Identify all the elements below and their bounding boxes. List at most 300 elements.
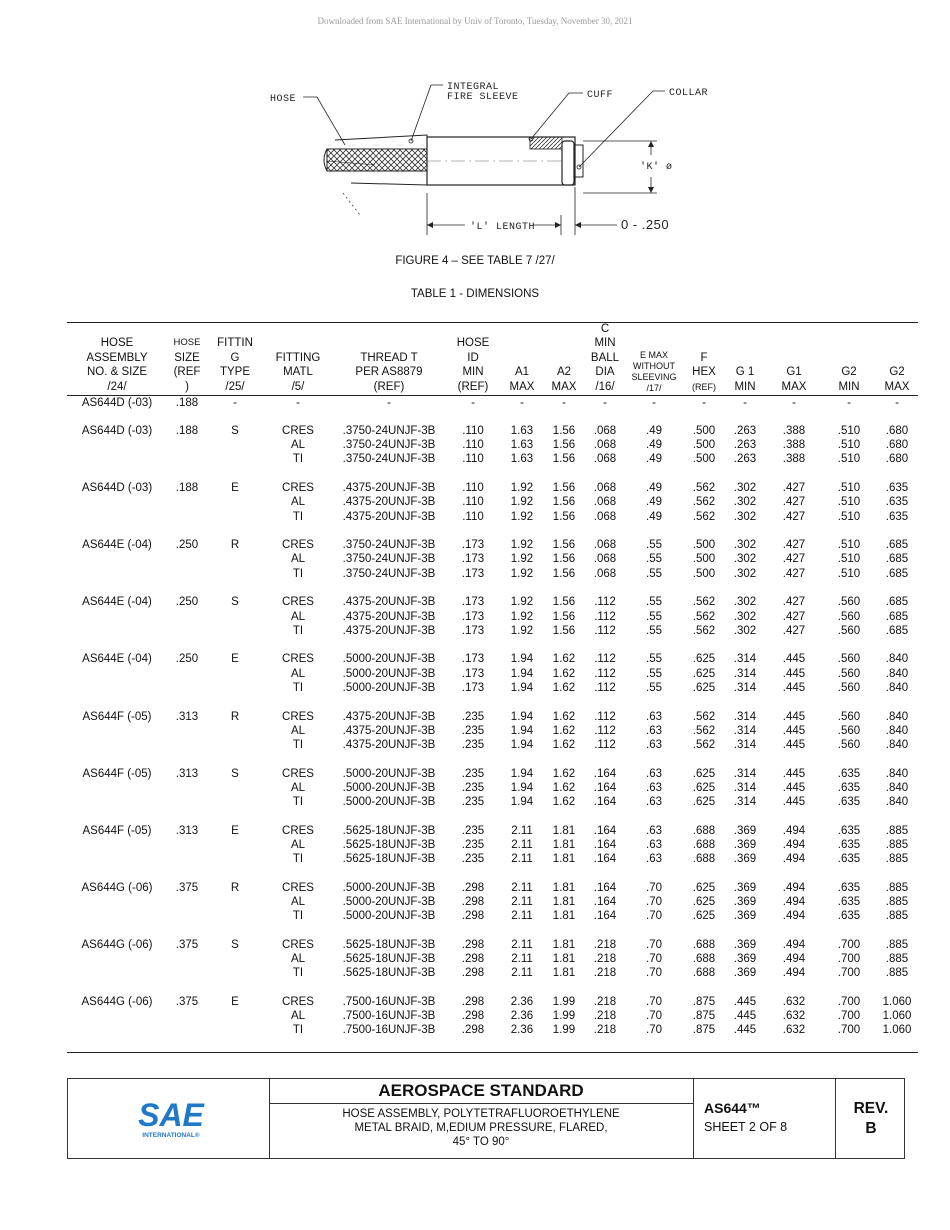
- table-cell: TI: [292, 624, 304, 637]
- table-cell: .298: [461, 1010, 485, 1023]
- table-cell: AS644E (-04): [82, 653, 152, 666]
- table-row: [0, 838, 950, 852]
- table-cell: E: [231, 824, 239, 837]
- table-cell: -: [603, 397, 607, 409]
- table-cell: 1.62: [552, 681, 576, 694]
- table-cell: .494: [782, 896, 806, 908]
- table-cell: .635: [837, 838, 861, 851]
- table-cell: .445: [733, 1010, 757, 1023]
- table-cell: .625: [692, 796, 716, 808]
- table-cell: .110: [462, 453, 484, 466]
- table-cell: .5000-20UNJF-3B: [342, 681, 436, 694]
- table-cell: .302: [733, 510, 757, 523]
- table-cell: .173: [461, 681, 485, 694]
- column-header: G1 MAX: [781, 366, 807, 393]
- table-cell: .068: [593, 453, 617, 466]
- table-cell: .49: [646, 425, 662, 437]
- table-cell: .068: [593, 567, 617, 580]
- table-cell: .188: [175, 425, 199, 437]
- table-cell: .4375-20UNJF-3B: [342, 496, 436, 509]
- table-cell: AL: [290, 439, 306, 452]
- table-cell: .188: [175, 397, 199, 409]
- table-cell: .445: [782, 681, 806, 694]
- column-header: HOSE ID MIN (REF): [456, 337, 490, 393]
- table-cell: AS644G (-06): [81, 996, 153, 1008]
- table-cell: 1.62: [552, 724, 576, 737]
- table-cell: 1.56: [552, 539, 576, 552]
- table-cell: .500: [692, 539, 716, 552]
- table-cell: .235: [461, 710, 485, 723]
- table-cell: AL: [290, 610, 306, 623]
- table-cell: CRES: [282, 482, 314, 495]
- table-cell: .427: [782, 610, 806, 623]
- table-cell: .235: [461, 796, 485, 808]
- table-cell: .5625-18UNJF-3B: [342, 967, 436, 980]
- table-cell: 1.56: [552, 610, 576, 623]
- table-cell: TI: [292, 738, 304, 751]
- table-cell: 2.11: [511, 881, 533, 894]
- table-row: [0, 567, 950, 581]
- table-cell: .55: [646, 667, 662, 680]
- table-cell: .298: [461, 896, 485, 908]
- table-cell: .562: [692, 482, 716, 495]
- table-cell: 1.63: [510, 453, 534, 466]
- table-cell: .49: [646, 482, 662, 495]
- table-cell: .510: [837, 510, 861, 523]
- table-cell: .700: [837, 1024, 861, 1037]
- table-cell: .63: [646, 710, 662, 723]
- table-cell: .63: [646, 724, 662, 737]
- table-cell: .427: [782, 496, 806, 509]
- table-cell: .70: [646, 881, 662, 894]
- figure-caption: FIGURE 4 – SEE TABLE 7 /27/: [395, 255, 555, 267]
- table-cell: .494: [782, 838, 806, 851]
- table-cell: .112: [594, 710, 616, 723]
- table-cell: .840: [885, 681, 909, 694]
- table-cell: .680: [885, 425, 909, 437]
- table-cell: S: [231, 767, 239, 780]
- standard-description: HOSE ASSEMBLY, POLYTETRAFLUOROETHYLENE METAL BRAID, M,EDIUM PRESSURE, FLARED, 45° TO 90°: [342, 1108, 620, 1148]
- table-cell: .875: [692, 1010, 716, 1023]
- table-row: [0, 938, 950, 952]
- table-cell: .164: [593, 896, 617, 908]
- table-cell: .70: [646, 910, 662, 923]
- table-cell: 1.94: [510, 738, 534, 751]
- column-header: FITTIN G TYPE /25/: [217, 337, 253, 393]
- table-cell: -: [233, 397, 237, 409]
- table-cell: .314: [733, 681, 757, 694]
- table-cell: .494: [782, 824, 806, 837]
- table-cell: .885: [885, 838, 909, 851]
- table-cell: 1.62: [552, 781, 576, 794]
- table-cell: 1.92: [510, 482, 534, 495]
- table-cell: .49: [646, 510, 662, 523]
- table-cell: .235: [461, 781, 485, 794]
- fire-sleeve-label-line1: INTEGRAL: [447, 82, 500, 93]
- svg-text:SAE: SAE: [138, 1097, 204, 1133]
- download-watermark: Downloaded from SAE International by Univ of Toronto, Tuesday, November 30, 2021: [317, 16, 633, 26]
- table-cell: .4375-20UNJF-3B: [342, 738, 436, 751]
- table-cell: .562: [692, 610, 716, 623]
- collar-shape: [562, 141, 574, 185]
- table-cell: TI: [292, 681, 304, 694]
- table-cell: .635: [837, 781, 861, 794]
- table-cell: 1.81: [552, 910, 576, 923]
- table-cell: .388: [782, 453, 806, 466]
- table-cell: .298: [461, 967, 485, 980]
- table-cell: TI: [292, 567, 304, 580]
- table-cell: 1.56: [552, 567, 576, 580]
- table-cell: CRES: [282, 710, 314, 723]
- table-row: [0, 481, 950, 495]
- table-cell: .369: [733, 824, 757, 837]
- table-cell: 1.92: [510, 624, 534, 637]
- table-cell: 2.11: [511, 953, 533, 966]
- table-cell: .70: [646, 967, 662, 980]
- table-cell: .63: [646, 824, 662, 837]
- table-cell: .635: [837, 767, 861, 780]
- table-cell: .500: [692, 453, 716, 466]
- table-cell: .700: [837, 967, 861, 980]
- table-cell: 1.81: [552, 938, 576, 951]
- table-cell: .55: [646, 553, 662, 566]
- table-cell: .625: [692, 767, 716, 780]
- table-cell: -: [296, 397, 300, 409]
- l-length-label: 'L' LENGTH: [470, 222, 536, 233]
- table-cell: .445: [782, 653, 806, 666]
- table-cell: .235: [461, 738, 485, 751]
- table-cell: .500: [692, 425, 716, 437]
- table-row: [0, 452, 950, 466]
- table-cell: CRES: [282, 881, 314, 894]
- table-cell: .388: [782, 439, 806, 452]
- table-cell: AS644F (-05): [82, 767, 152, 780]
- table-cell: .068: [593, 510, 617, 523]
- table-cell: .562: [692, 496, 716, 509]
- column-header: HOSE ASSEMBLY NO. & SIZE /24/: [86, 337, 148, 393]
- table-cell: .562: [692, 596, 716, 609]
- table-cell: .235: [461, 724, 485, 737]
- table-cell: .218: [593, 1010, 617, 1023]
- table-cell: .510: [837, 425, 861, 437]
- table-cell: 1.62: [552, 738, 576, 751]
- table-cell: .5000-20UNJF-3B: [342, 781, 436, 794]
- table-cell: CRES: [282, 767, 314, 780]
- table-row: [0, 438, 950, 452]
- table-cell: .635: [885, 510, 909, 523]
- table-cell: .700: [837, 1010, 861, 1023]
- table-cell: 2.11: [511, 910, 533, 923]
- table-cell: .369: [733, 896, 757, 908]
- table-cell: R: [230, 881, 240, 894]
- table-cell: 1.56: [552, 496, 576, 509]
- table-cell: .63: [646, 838, 662, 851]
- table-cell: 1.060: [882, 1010, 912, 1023]
- table-row: [0, 681, 950, 695]
- table-cell: .375: [175, 881, 199, 894]
- table-row: [0, 738, 950, 752]
- table-cell: .302: [733, 610, 757, 623]
- table-cell: AL: [290, 724, 306, 737]
- table-cell: .302: [733, 624, 757, 637]
- table-cell: AL: [290, 496, 306, 509]
- table-cell: CRES: [282, 653, 314, 666]
- table-cell: AS644D (-03): [81, 482, 153, 495]
- table-cell: .700: [837, 953, 861, 966]
- table-cell: 1.94: [510, 667, 534, 680]
- column-header: E MAX WITHOUT SLEEVING /17/: [631, 350, 677, 393]
- table-cell: .4375-20UNJF-3B: [342, 482, 436, 495]
- table-cell: .427: [782, 596, 806, 609]
- table-row: [0, 610, 950, 624]
- table-cell: .885: [885, 938, 909, 951]
- table-cell: .314: [733, 724, 757, 737]
- table-cell: .112: [594, 653, 616, 666]
- fire-sleeve-label-line2: FIRE SLEEVE: [447, 92, 519, 103]
- table-cell: .875: [692, 1024, 716, 1037]
- table-cell: AL: [290, 667, 306, 680]
- table-cell: 1.81: [552, 953, 576, 966]
- table-cell: .314: [733, 710, 757, 723]
- table-cell: 1.56: [552, 425, 576, 437]
- table-cell: .840: [885, 796, 909, 808]
- table-cell: 1.94: [510, 796, 534, 808]
- table-cell: -: [895, 397, 899, 409]
- table-cell: .688: [692, 953, 716, 966]
- table-cell: 2.11: [511, 853, 533, 866]
- table-cell: .188: [175, 482, 199, 495]
- table-cell: .068: [593, 539, 617, 552]
- table-cell: 1.92: [510, 539, 534, 552]
- svg-text:INTERNATIONAL®: INTERNATIONAL®: [142, 1132, 200, 1139]
- table-bottom-rule: [67, 1052, 918, 1053]
- table-cell: .112: [594, 624, 616, 637]
- table-cell: TI: [292, 853, 304, 866]
- table-cell: .369: [733, 910, 757, 923]
- table-cell: .164: [593, 796, 617, 808]
- table-row: [0, 767, 950, 781]
- table-cell: .445: [733, 1024, 757, 1037]
- table-cell: .218: [593, 996, 617, 1008]
- table-cell: AL: [290, 781, 306, 794]
- table-cell: .302: [733, 553, 757, 566]
- table-cell: .173: [461, 553, 485, 566]
- table-row: [0, 652, 950, 666]
- table-cell: .164: [593, 781, 617, 794]
- table-cell: 1.060: [882, 996, 912, 1008]
- table-cell: .218: [593, 1024, 617, 1037]
- table-cell: .298: [461, 881, 485, 894]
- table-cell: .298: [461, 996, 485, 1008]
- column-header: G2 MAX: [884, 366, 910, 393]
- table-cell: .5000-20UNJF-3B: [342, 667, 436, 680]
- table-cell: .635: [885, 482, 909, 495]
- table-row: [0, 424, 950, 438]
- table-cell: .875: [692, 996, 716, 1008]
- table-cell: .427: [782, 553, 806, 566]
- table-cell: .625: [692, 667, 716, 680]
- column-header: F HEX (REF): [692, 351, 716, 392]
- table-cell: .298: [461, 953, 485, 966]
- table-cell: .369: [733, 967, 757, 980]
- table-cell: .560: [837, 653, 861, 666]
- table-cell: 2.11: [511, 938, 533, 951]
- table-cell: .635: [837, 910, 861, 923]
- table-cell: .302: [733, 539, 757, 552]
- table-cell: .068: [593, 439, 617, 452]
- table-cell: 2.36: [510, 1010, 534, 1023]
- table-cell: .625: [692, 781, 716, 794]
- table-cell: .632: [782, 1010, 806, 1023]
- table-cell: 1.99: [552, 1024, 576, 1037]
- table-cell: .5625-18UNJF-3B: [342, 838, 436, 851]
- table-cell: .885: [885, 881, 909, 894]
- table-cell: AS644D (-03): [81, 397, 153, 409]
- table-cell: 1.62: [552, 796, 576, 808]
- table-cell: .302: [733, 567, 757, 580]
- table-row: [0, 724, 950, 738]
- table-cell: .110: [462, 496, 484, 509]
- table-cell: .625: [692, 896, 716, 908]
- table-cell: 1.63: [510, 439, 534, 452]
- document-number: AS644™: [704, 1100, 761, 1116]
- table-cell: .298: [461, 938, 485, 951]
- table-cell: .63: [646, 853, 662, 866]
- table-cell: TI: [292, 967, 304, 980]
- table-cell: 1.81: [552, 838, 576, 851]
- table-cell: .55: [646, 539, 662, 552]
- collar-label: COLLAR: [669, 88, 709, 99]
- table-cell: R: [230, 539, 240, 552]
- table-cell: .3750-24UNJF-3B: [342, 553, 436, 566]
- table-cell: .375: [175, 996, 199, 1008]
- table-cell: .560: [837, 596, 861, 609]
- table-cell: AL: [290, 953, 306, 966]
- table-cell: .314: [733, 767, 757, 780]
- table-cell: 1.56: [552, 553, 576, 566]
- table-cell: .445: [782, 796, 806, 808]
- table-cell: .164: [593, 910, 617, 923]
- table-cell: .3750-24UNJF-3B: [342, 425, 436, 437]
- hose-label: HOSE: [270, 94, 297, 105]
- table-cell: .5625-18UNJF-3B: [342, 824, 436, 837]
- table-cell: .685: [885, 553, 909, 566]
- table-cell: -: [847, 397, 851, 409]
- table-cell: .560: [837, 738, 861, 751]
- table-cell: .885: [885, 953, 909, 966]
- table-cell: .263: [733, 439, 757, 452]
- table-cell: AS644D (-03): [81, 425, 153, 437]
- table-cell: .388: [782, 425, 806, 437]
- table-cell: .302: [733, 482, 757, 495]
- table-row: [0, 852, 950, 866]
- column-header: HOSE SIZE (REF ): [173, 337, 201, 393]
- table-cell: .112: [594, 596, 616, 609]
- table-cell: .55: [646, 681, 662, 694]
- table-cell: .314: [733, 653, 757, 666]
- title-block: [67, 1078, 905, 1159]
- table-cell: AL: [290, 838, 306, 851]
- table-cell: .235: [461, 767, 485, 780]
- hose-assembly-drawing: [265, 75, 725, 240]
- table-cell: .560: [837, 724, 861, 737]
- table-cell: 1.56: [552, 596, 576, 609]
- table-cell: 1.62: [552, 710, 576, 723]
- revision: REV. B: [853, 1100, 889, 1137]
- table-cell: .314: [733, 781, 757, 794]
- table-cell: .840: [885, 710, 909, 723]
- table-cell: AL: [290, 896, 306, 908]
- table-cell: .427: [782, 482, 806, 495]
- table-row: [0, 552, 950, 566]
- table-cell: .110: [462, 425, 484, 437]
- table-cell: .173: [461, 653, 485, 666]
- table-cell: 1.94: [510, 767, 534, 780]
- table-cell: .635: [837, 896, 861, 908]
- table-row: [0, 624, 950, 638]
- table-cell: .7500-16UNJF-3B: [342, 1010, 436, 1023]
- table-row: [0, 595, 950, 609]
- table-cell: 1.94: [510, 681, 534, 694]
- column-header: A2 MAX: [551, 366, 577, 393]
- table-cell: .560: [837, 710, 861, 723]
- table-cell: .173: [461, 624, 485, 637]
- table-cell: .369: [733, 881, 757, 894]
- table-cell: .5000-20UNJF-3B: [342, 896, 436, 908]
- table-cell: .5625-18UNJF-3B: [342, 953, 436, 966]
- table-row: [0, 781, 950, 795]
- table-cell: .688: [692, 824, 716, 837]
- table-cell: .445: [782, 710, 806, 723]
- table-cell: .068: [593, 482, 617, 495]
- table-cell: S: [231, 425, 239, 437]
- table-cell: 1.92: [510, 610, 534, 623]
- table-cell: .55: [646, 596, 662, 609]
- table-cell: .70: [646, 996, 662, 1008]
- table-cell: .840: [885, 781, 909, 794]
- table-cell: .635: [837, 796, 861, 808]
- table-cell: .562: [692, 510, 716, 523]
- cuff-shape: [530, 137, 562, 149]
- column-header: FITTING MATL /5/: [275, 351, 321, 393]
- table-cell: .4375-20UNJF-3B: [342, 610, 436, 623]
- table-cell: .5000-20UNJF-3B: [342, 767, 436, 780]
- table-cell: .510: [837, 539, 861, 552]
- table-cell: .840: [885, 724, 909, 737]
- table-cell: .55: [646, 610, 662, 623]
- table-cell: 1.060: [882, 1024, 912, 1037]
- table-row: [0, 667, 950, 681]
- table-cell: .218: [593, 953, 617, 966]
- table-cell: 1.99: [552, 996, 576, 1008]
- table-cell: .560: [837, 681, 861, 694]
- table-cell: AS644G (-06): [81, 938, 153, 951]
- table-cell: .112: [594, 681, 616, 694]
- table-cell: .110: [462, 439, 484, 452]
- table-cell: S: [231, 938, 239, 951]
- table-cell: .63: [646, 796, 662, 808]
- k-diameter-label: 'K' ø: [640, 162, 673, 173]
- table-cell: .250: [175, 539, 199, 552]
- table-cell: .302: [733, 596, 757, 609]
- table-cell: AS644E (-04): [82, 539, 152, 552]
- standard-title: AEROSPACE STANDARD: [378, 1081, 584, 1100]
- table-cell: 1.62: [552, 767, 576, 780]
- table-cell: CRES: [282, 824, 314, 837]
- table-cell: .688: [692, 838, 716, 851]
- table-cell: .427: [782, 510, 806, 523]
- table-cell: .635: [837, 853, 861, 866]
